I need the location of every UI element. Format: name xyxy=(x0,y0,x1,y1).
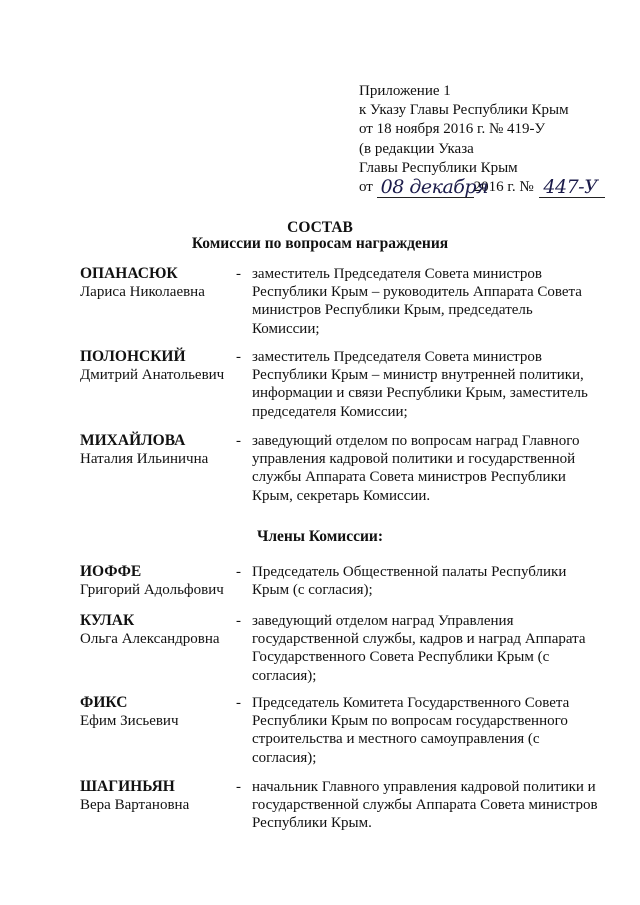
member-dash: - xyxy=(236,349,241,365)
appendix-line: Приложение 1 xyxy=(359,83,451,99)
member-given-name: Вера Вартановна xyxy=(80,797,190,813)
handwritten-number: 447-У xyxy=(543,176,598,199)
member-surname: ФИКС xyxy=(80,694,128,711)
member-given-name: Ефим Зисьевич xyxy=(80,713,179,729)
member-surname: ОПАНАСЮК xyxy=(80,265,178,282)
amendment-date-line xyxy=(359,178,629,198)
member-surname: ШАГИНЬЯН xyxy=(80,778,175,795)
member-role: начальник Главного управления кадровой политики и государственной службы Аппарата Совета министров Республики Крым. xyxy=(252,779,598,832)
member-dash: - xyxy=(236,613,241,629)
member-role: заместитель Председателя Совета министров Республики Крым – руководитель Аппарата Совета министров Республики Крым, председатель Комиссии; xyxy=(252,266,582,337)
member-given-name: Григорий Адольфович xyxy=(80,582,224,598)
handwritten-date: 08 декабря xyxy=(380,176,489,199)
member-given-name: Ольга Александровна xyxy=(80,631,220,647)
member-surname: КУЛАК xyxy=(80,612,135,629)
member-role: Председатель Общественной палаты Республики Крым (с согласия); xyxy=(252,564,567,599)
member-dash: - xyxy=(236,695,241,711)
date-suffix: 2016 г. № xyxy=(473,179,534,196)
member-surname: ИОФФЕ xyxy=(80,563,142,580)
member-surname: МИХАЙЛОВА xyxy=(80,432,186,449)
document-subtitle: Комиссии по вопросам награждения xyxy=(191,235,449,252)
appendix-block xyxy=(359,82,629,198)
appendix-line: к Указу Главы Республики Крым xyxy=(359,102,569,119)
number-blank xyxy=(539,178,605,198)
members-heading: Члены Комиссии: xyxy=(256,528,384,545)
document-title: СОСТАВ xyxy=(287,219,353,236)
member-given-name: Лариса Николаевна xyxy=(80,284,205,300)
member-dash: - xyxy=(236,564,241,580)
member-role: Председатель Комитета Государственного Совета Республики Крым по вопросам государственного строительства и местного самоуправления (с согласия); xyxy=(252,695,570,766)
date-blank xyxy=(377,176,489,199)
member-dash: - xyxy=(236,433,241,449)
member-dash: - xyxy=(236,779,241,795)
member-surname: ПОЛОНСКИЙ xyxy=(80,348,186,365)
date-prefix: от xyxy=(359,179,373,196)
appendix-line: от 18 ноября 2016 г. № 419-У xyxy=(359,121,546,138)
member-role: заместитель Председателя Совета министров Республики Крым – министр внутренней политики, информации и связи Республики Крым, заместитель председателя Комиссии; xyxy=(252,349,588,420)
member-role: заведующий отделом наград Управления государственной службы, кадров и наград Аппарата Государственного Совета Республики Крым (с согласия); xyxy=(252,613,586,684)
member-given-name: Дмитрий Анатольевич xyxy=(80,367,225,383)
appendix-line: Главы Республики Крым xyxy=(359,159,518,176)
appendix-line: (в редакции Указа xyxy=(359,140,474,157)
member-given-name: Наталия Ильинична xyxy=(80,451,209,467)
member-role: заведующий отделом по вопросам наград Главного управления кадровой политики и государственной службы Аппарата Совета министров Республики Крым, секретарь Комиссии. xyxy=(252,433,580,504)
member-dash: - xyxy=(236,266,241,282)
